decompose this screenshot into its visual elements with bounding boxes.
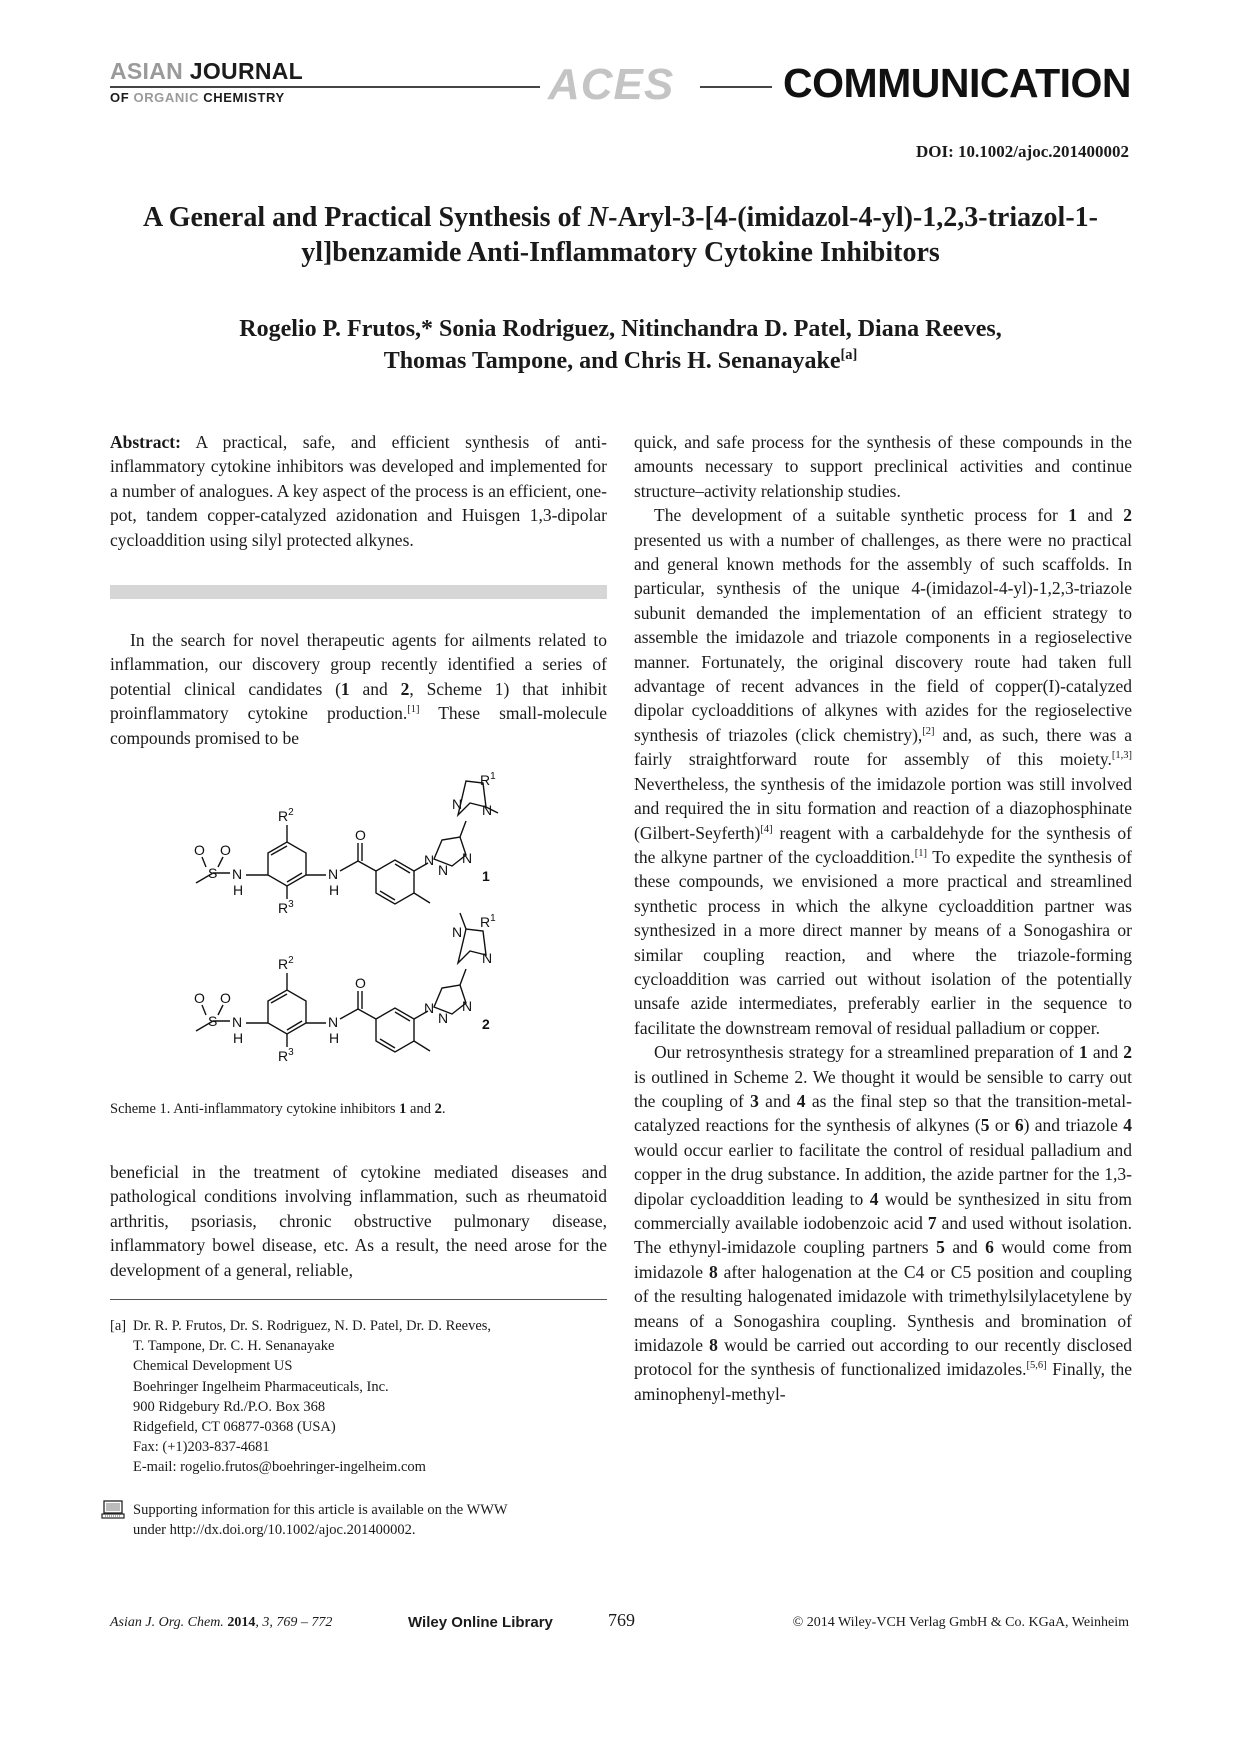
scheme-caption-end: . [441, 1101, 446, 1117]
r1-label [480, 913, 496, 930]
h-label: H [233, 882, 244, 898]
p2-text: Nevertheless, the synthesis of the imidazole portion was still involved and required the in situ formation and reaction of a diazophosphinate (Gilbert-Seyferth) [634, 773, 1132, 843]
structure-2-labels [194, 913, 496, 1064]
journal-name-top [110, 58, 303, 85]
structure-1-bond [460, 821, 466, 837]
r3-label-text: R [278, 1048, 289, 1064]
structure-2-aryl-ring-left [268, 990, 306, 1034]
compound-label-1: 1 [482, 868, 490, 884]
compound-label-2: 2 [482, 1016, 490, 1032]
structure-1-aryl-ring-left [268, 842, 306, 886]
footnote-email[interactable]: E-mail: rogelio.frutos@boehringer-ingelheim.com [133, 1459, 426, 1476]
r2-label-sup: 2 [288, 807, 294, 818]
r1-label-text: R [480, 914, 491, 930]
r3-label-sup: 3 [288, 1047, 294, 1058]
journal-name-chemistry: CHEMISTRY [203, 90, 285, 105]
structure-2-bond [358, 1009, 376, 1019]
p3-compound: 8 [709, 1335, 718, 1356]
author-line-1: Rogelio P. Frutos,* Sonia Rodriguez, Nitinchandra D. Patel, Diana Reeves, [239, 316, 1002, 342]
journal-name-bottom [110, 90, 285, 105]
p3-compound: 8 [708, 1261, 718, 1282]
section-label: COMMUNICATION [783, 60, 1132, 106]
n-label: N [232, 1014, 243, 1030]
n-label: N [438, 862, 449, 878]
scheme-1-structures [180, 771, 510, 1085]
citation-ref[interactable]: [4] [760, 823, 773, 835]
footer-journal: Asian J. Org. Chem. [110, 1615, 224, 1630]
structure-2-bond [202, 1005, 206, 1015]
p3-compound: 3 [750, 1090, 759, 1111]
p3-text: as the final step so that the transition-metal-catalyzed reactions for the synthesis of alkynes ( [634, 1090, 1132, 1136]
n-label: N [452, 924, 463, 940]
footnote-line: 900 Ridgebury Rd./P.O. Box 368 [133, 1398, 326, 1415]
structure-2-aryl-ring-center [376, 1008, 414, 1052]
author-affiliation-marker[interactable]: [a] [840, 347, 858, 363]
p2-compound: 1 [1068, 505, 1078, 526]
p2-text: The development of a suitable synthetic process for [654, 505, 1069, 526]
p3-text: would be carried out according to our recently disclosed protocol for the synthesis of functionalized imidazoles. [634, 1335, 1132, 1380]
scheme-caption-and: and [406, 1101, 435, 1117]
structure-1-labels [194, 771, 496, 916]
structure-2-double-bond [380, 1039, 395, 1048]
r2-label [278, 955, 294, 972]
doi[interactable]: DOI: 10.1002/ajoc.201400002 [916, 142, 1129, 161]
supporting-info-line-1: Supporting information for this article is available on the WWW [133, 1502, 508, 1518]
intro-compound-1: 1 [340, 678, 350, 699]
structure-1-bond [414, 893, 430, 903]
h-label: H [329, 882, 340, 898]
r3-label [278, 899, 294, 916]
o-label: O [220, 990, 231, 1006]
p3-compound: 4 [869, 1188, 879, 1209]
p3-text: is outlined in Scheme 2. We thought it would be sensible to carry out the coupling of [634, 1066, 1132, 1111]
r1-label-sup: 1 [490, 771, 496, 782]
structure-1-double-bond [380, 891, 395, 900]
wiley-online-library-logo[interactable]: Wiley Online Library [408, 1614, 553, 1631]
header-rule-left [110, 86, 540, 88]
p3-text: Our retrosynthesis strategy for a streamlined preparation of [654, 1042, 1079, 1063]
p3-text: after halogenation at the C4 or C5 position and coupling of the resulting halogenated imidazole with trimethylsilylacetylene by means of a Sonogashira coupling. Synthesis and bromination of imidazole [634, 1261, 1132, 1356]
footnote-line: Chemical Development US [133, 1358, 293, 1375]
n-label: N [452, 796, 463, 812]
affiliation-footnote [110, 1316, 607, 1478]
p3-compound: 6 [985, 1237, 994, 1258]
n-label: N [462, 998, 473, 1014]
structure-2-double-bond [287, 1021, 302, 1030]
footer-citation [110, 1615, 332, 1631]
left-column-text: beneficial in the treatment of cytokine mediated diseases and pathological conditions involving inflammation, such as rheumatoid arthritis, psoriasis, chronic obstructive pulmonary disease, inflammatory bowel disease, etc. As a result, the need arose for the development of a general, reliable, [110, 1162, 607, 1280]
title-part-2: -Aryl-3-[4-(imidazol-4-yl)-1,2,3-triazol-1-yl]benzamide Anti-Inflammatory Cytokine Inhibitors [301, 202, 1098, 268]
article-title [110, 200, 1131, 270]
right-column [634, 430, 1132, 1406]
p3-compound: 4 [796, 1090, 806, 1111]
citation-ref[interactable]: [1] [407, 704, 420, 716]
p2-text: To expedite the synthesis of these compounds, we envisioned a more practical and streamlined synthetic process in which the alkyne cycloaddition partner was synthesized in a more direct manner by means of a Sonogashira or similar coupling reaction, and where the triazole-forming cycloaddition was carried out without isolation of the potentially unsafe azide intermediates, preferably earlier in the sequence to facilitate the downstream removal of residual palladium or copper. [634, 846, 1132, 1038]
p3-compound: 5 [980, 1115, 990, 1136]
r3-label-text: R [278, 900, 289, 916]
s-label: S [208, 865, 218, 881]
citation-ref[interactable]: [1] [914, 848, 928, 860]
structure-2-bond [218, 1005, 223, 1015]
structure-2-bond [414, 1041, 430, 1051]
supporting-info-note [110, 1500, 607, 1540]
o-label: O [194, 990, 205, 1006]
r1-label [480, 771, 496, 788]
right-paragraph-2 [634, 503, 1132, 1040]
p3-compound: 7 [927, 1213, 937, 1233]
citation-ref[interactable]: [2] [922, 726, 935, 738]
structure-2-bond [460, 969, 466, 985]
footnote-rule [110, 1299, 607, 1300]
intro-text-3: , Scheme 1) that inhibit proinflammatory cytokine production. [110, 678, 607, 724]
structure-1-aryl-ring-center [376, 860, 414, 904]
left-column-continuation [110, 1160, 607, 1282]
n-label: N [424, 1000, 435, 1016]
structure-1-bond [358, 861, 376, 871]
n-label: N [482, 950, 493, 966]
author-list [110, 313, 1131, 377]
o-label: O [194, 842, 205, 858]
scheme-caption-text: Scheme 1. Anti-inflammatory cytokine inhibitors [110, 1101, 400, 1117]
p3-text: and [758, 1090, 797, 1111]
journal-name-organic: ORGANIC [133, 90, 200, 105]
h-label: H [233, 1030, 244, 1046]
n-label: N [482, 802, 493, 818]
abstract-text: A practical, safe, and efficient synthesis of anti-inflammatory cytokine inhibitors was developed and implemented for a number of analogues. A key aspect of the process is an efficient, one-pot, tandem copper-catalyzed azidonation and Huisgen 1,3-dipolar cycloaddition using silyl protected alkynes. [110, 432, 607, 550]
n-label: N [424, 852, 435, 868]
structure-1-bond [340, 861, 358, 871]
footer-volume-pages: , 3, 769 – 772 [255, 1615, 333, 1630]
footer-year: 2014 [227, 1615, 256, 1630]
abstract-label: Abstract: [110, 432, 181, 452]
intro-text-1: In the search for novel therapeutic agents for ailments related to inflammation, our discovery group recently identified a series of potential clinical candidates ( [110, 630, 607, 699]
structure-1-bond [202, 857, 206, 867]
footnote-line: Ridgefield, CT 06877-0368 (USA) [133, 1419, 336, 1436]
r1-label-text: R [480, 772, 491, 788]
right-paragraph-1: quick, and safe process for the synthesis of these compounds in the amounts necessary to support preclinical activities and continue structure–activity relationship studies. [634, 432, 1132, 501]
footnote-line: Dr. R. P. Frutos, Dr. S. Rodriguez, N. D. Patel, Dr. D. Reeves, [133, 1318, 492, 1334]
supporting-info-link[interactable]: under http://dx.doi.org/10.1002/ajoc.201400002. [133, 1522, 416, 1539]
author-line-2: Thomas Tampone, and Chris H. Senanayake [383, 348, 841, 374]
p3-compound: 4 [1123, 1115, 1133, 1136]
p2-text: and, as such, there was a fairly straightforward route for assembly of this moiety. [634, 724, 1132, 770]
title-italic-n: N [587, 202, 609, 233]
s-label: S [208, 1013, 218, 1029]
copyright: © 2014 Wiley-VCH Verlag GmbH & Co. KGaA, Weinheim [792, 1615, 1129, 1630]
p3-text: ) and triazole [1023, 1115, 1124, 1136]
p2-text: reagent with a carbaldehyde for the synthesis of the alkyne partner of the cycloaddition. [634, 822, 1132, 867]
p3-text: and used without isolation. The ethynyl-imidazole coupling partners [634, 1213, 1132, 1258]
structure-2-double-bond [395, 1012, 410, 1021]
right-paragraph-3 [634, 1040, 1132, 1406]
footnote-line: T. Tampone, Dr. C. H. Senanayake [133, 1338, 335, 1355]
n-label: N [462, 850, 473, 866]
p3-text: or [989, 1115, 1015, 1136]
n-label: N [328, 1014, 339, 1030]
p2-compound: 2 [1123, 505, 1132, 526]
r2-label-sup: 2 [288, 955, 294, 966]
h-label: H [329, 1030, 340, 1046]
footnote-line: Boehringer Ingelheim Pharmaceuticals, Inc. [133, 1378, 389, 1395]
p3-text: and [1087, 1042, 1124, 1063]
page-number: 769 [608, 1610, 635, 1630]
p3-compound: 1 [1078, 1042, 1088, 1063]
scheme-caption-compound-2: 2 [434, 1101, 442, 1117]
p3-compound: 5 [936, 1237, 945, 1258]
r3-label [278, 1047, 294, 1064]
n-label: N [232, 866, 243, 882]
r3-label-sup: 3 [288, 899, 294, 910]
abstract-divider-bar [110, 585, 607, 599]
intro-text-4: These small-molecule compounds promised to be [110, 703, 607, 748]
aces-logo: ACES [548, 60, 675, 109]
structure-2-bond [340, 1009, 358, 1019]
scheme-caption [110, 1101, 445, 1118]
journal-name-asian: ASIAN [110, 58, 184, 84]
p3-compound: 2 [1123, 1042, 1132, 1063]
structure-1-bond [218, 857, 223, 867]
r2-label-text: R [278, 808, 289, 824]
p2-text: and [1077, 505, 1124, 526]
p3-compound: 6 [1014, 1115, 1024, 1136]
citation-ref[interactable]: [1,3] [1111, 750, 1132, 762]
structure-1-double-bond [287, 873, 302, 882]
footnote-tag: [a] [110, 1318, 127, 1334]
r2-label [278, 807, 294, 824]
r1-label-sup: 1 [490, 913, 496, 924]
structure-1-double-bond [395, 864, 410, 873]
journal-name-journal: JOURNAL [189, 58, 304, 84]
o-label: O [220, 842, 231, 858]
p3-text: and [944, 1237, 986, 1258]
intro-paragraph [110, 628, 607, 750]
intro-compound-2: 2 [400, 678, 410, 699]
p2-text: presented us with a number of challenges, as there were no practical and general known methods for the assembly of such scaffolds. In particular, synthesis of the unique 4-(imidazol-4-yl)-1,2,3-triazole subunit demanded the implementation of an efficient strategy to assemble the imidazole and triazole components in a regioselective manner. Fortunately, the original discovery route had taken full advantage of recent advances in the field of copper(I)-catalyzed dipolar cycloadditions of alkynes with azides for the regioselective synthesis of triazoles (click chemistry), [634, 529, 1132, 745]
abstract [110, 430, 607, 552]
p3-text: would be synthesized in situ from commercially available iodobenzoic acid [634, 1188, 1132, 1233]
header-rule-right [700, 86, 772, 88]
o-label: O [355, 827, 366, 843]
n-label: N [328, 866, 339, 882]
p3-text: Finally, the aminophenyl-methyl- [634, 1359, 1132, 1404]
intro-text-2: and [349, 678, 401, 699]
p3-text: would come from imidazole [634, 1237, 1132, 1282]
citation-ref[interactable]: [5,6] [1026, 1360, 1047, 1372]
journal-name-of: OF [110, 90, 130, 105]
r2-label-text: R [278, 956, 289, 972]
footnote-line: Fax: (+1)203-837-4681 [133, 1439, 270, 1456]
title-part-1: A General and Practical Synthesis of [143, 202, 588, 233]
p3-text: would occur earlier to facilitate the control of residual palladium and copper in the drug substance. In addition, the azide partner for the 1,3-dipolar cycloaddition leading to [634, 1139, 1132, 1209]
o-label: O [355, 975, 366, 991]
n-label: N [438, 1010, 449, 1026]
scheme-caption-compound-1: 1 [399, 1101, 407, 1117]
